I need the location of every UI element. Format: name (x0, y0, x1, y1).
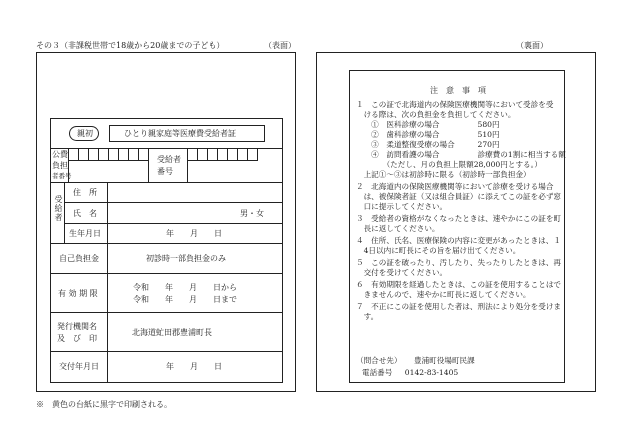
insured-label-3: 者番号 (52, 172, 72, 180)
recipient-side-label: 受給者 (54, 195, 63, 222)
note-line: ３ 受給者の資格がなくなったときは、速やかにこの証を町 (356, 214, 562, 223)
recipient-number-area (187, 160, 283, 183)
note-line: ③ 柔道整復受療の場合 270円 (356, 140, 500, 149)
note-line: ける際は、次の負担金を負担してください。 (356, 110, 516, 119)
issue-date-fields: 年 月 日 (166, 362, 222, 371)
phone-label: 電話番号 (362, 368, 393, 377)
note-line: （ただし、月の負担上限額28,000円とする。） (356, 160, 543, 169)
valid-label-cell (51, 273, 108, 313)
phone-value: 0142-83-1405 (404, 368, 459, 377)
phone-row (362, 367, 458, 378)
note-line: 4日以内に町長にその旨を届け出てください。 (356, 246, 521, 255)
recipient-no-label-2: 番号 (157, 167, 173, 176)
issuer-value: 北海道虻田郡豊浦町長 (132, 328, 212, 337)
insured-label-cell (51, 149, 72, 183)
note-line: ７ 不正にこの証を使用した者は、刑法により処分を受けま (356, 302, 562, 311)
footnote: ※ 黄色の台紙に黒字で印刷される。 (36, 400, 172, 409)
name-value-cell (107, 202, 283, 224)
insured-label-2: 負担 (52, 161, 68, 170)
valid-label: 有 効 期 限 (58, 289, 98, 298)
notes-body (356, 100, 566, 361)
notes-panel (349, 70, 565, 383)
badge-text: 親初 (77, 129, 93, 138)
note-line: 交付を受けてください。 (356, 268, 448, 277)
address-value-cell (107, 182, 283, 203)
name-label: 氏 名 (73, 209, 97, 218)
insured-label-1: 公費 (52, 150, 68, 159)
contact-office: 豊浦町役場町民課 (413, 356, 475, 365)
issue-date-label-cell (51, 351, 108, 382)
title-row (51, 119, 282, 149)
note-line: ６ 有効期限を経過したときは、この証を使用することはで (356, 280, 562, 289)
back-side-label: （裏面） (516, 41, 548, 50)
issuer-value-cell (107, 312, 283, 352)
address-label: 住 所 (73, 188, 97, 197)
note-line: は、被保険者証（又は組合員証）に添えてこの証を必ず窓 (356, 192, 562, 201)
issuer-label-cell (51, 312, 108, 352)
issuer-label-2: 及 び 印 (57, 334, 97, 343)
front-side-label: （表面） (264, 41, 296, 50)
address-label-cell (64, 182, 108, 203)
note-line: ① 医科診療の場合 580円 (356, 120, 500, 129)
form-subtitle: その３（非課税世帯で18歳から20歳までの子ども） (36, 41, 225, 50)
issue-date-label: 交付年月日 (59, 362, 99, 371)
title-box (109, 125, 265, 142)
note-line: ２ 北海道内の保険医療機関等において診療を受ける場合 (356, 182, 554, 191)
valid-from: 令和 年 月 日から (133, 283, 237, 292)
note-line: ５ この証を破ったり、汚したり、失ったりしたときは、再 (356, 258, 562, 267)
note-line: １ この証で北海道内の保険医療機関等において受診を受 (356, 100, 554, 109)
note-line: 上記①～③は初診時に限る（初診時一部負担金） (356, 170, 531, 179)
contact-label: （問合せ先） (356, 356, 402, 365)
recipient-no-label-1: 受給者 (157, 155, 181, 164)
copay-value-cell (107, 243, 283, 274)
note-line: ② 歯科診療の場合 510円 (356, 130, 500, 139)
copay-label: 自己負担金 (59, 254, 99, 263)
note-line: ４ 住所、氏名、医療保険の内容に変更があったときは、１ (356, 236, 561, 245)
recipient-no-label-cell (148, 149, 188, 183)
badge-oval (69, 126, 99, 141)
note-line: 長に返してください。 (356, 224, 440, 233)
issuer-label-1: 発行機関名 (57, 322, 97, 331)
valid-value-cell (107, 273, 283, 313)
birthdate-label-cell (64, 223, 108, 244)
note-line: 口に提示してください。 (356, 202, 448, 211)
note-line: す。 (356, 312, 379, 321)
valid-until: 令和 年 月 日まで (133, 295, 237, 304)
notes-title: 注 意 事 項 (430, 86, 486, 95)
copay-label-cell (51, 243, 108, 274)
contact-row (356, 355, 475, 366)
card-title: ひとり親家庭等医療費受給者証 (124, 129, 236, 138)
insured-number-area (68, 160, 149, 183)
birthdate-value-cell (107, 223, 283, 244)
birthdate-label: 生年月日 (69, 229, 101, 238)
recipient-side-cell (51, 182, 65, 244)
name-label-cell (64, 202, 108, 224)
birthdate-fields: 年 月 日 (166, 229, 222, 238)
front-form (50, 118, 283, 383)
gender-field: 男・女 (240, 209, 264, 218)
issue-date-value-cell (107, 351, 283, 382)
copay-value: 初診時一部負担金のみ (146, 254, 226, 263)
note-line: きませんので、速やかに町長に返してください。 (356, 290, 531, 299)
note-line: ④ 訪問看護の場合 診療費の1割に相当する額 (356, 150, 566, 159)
